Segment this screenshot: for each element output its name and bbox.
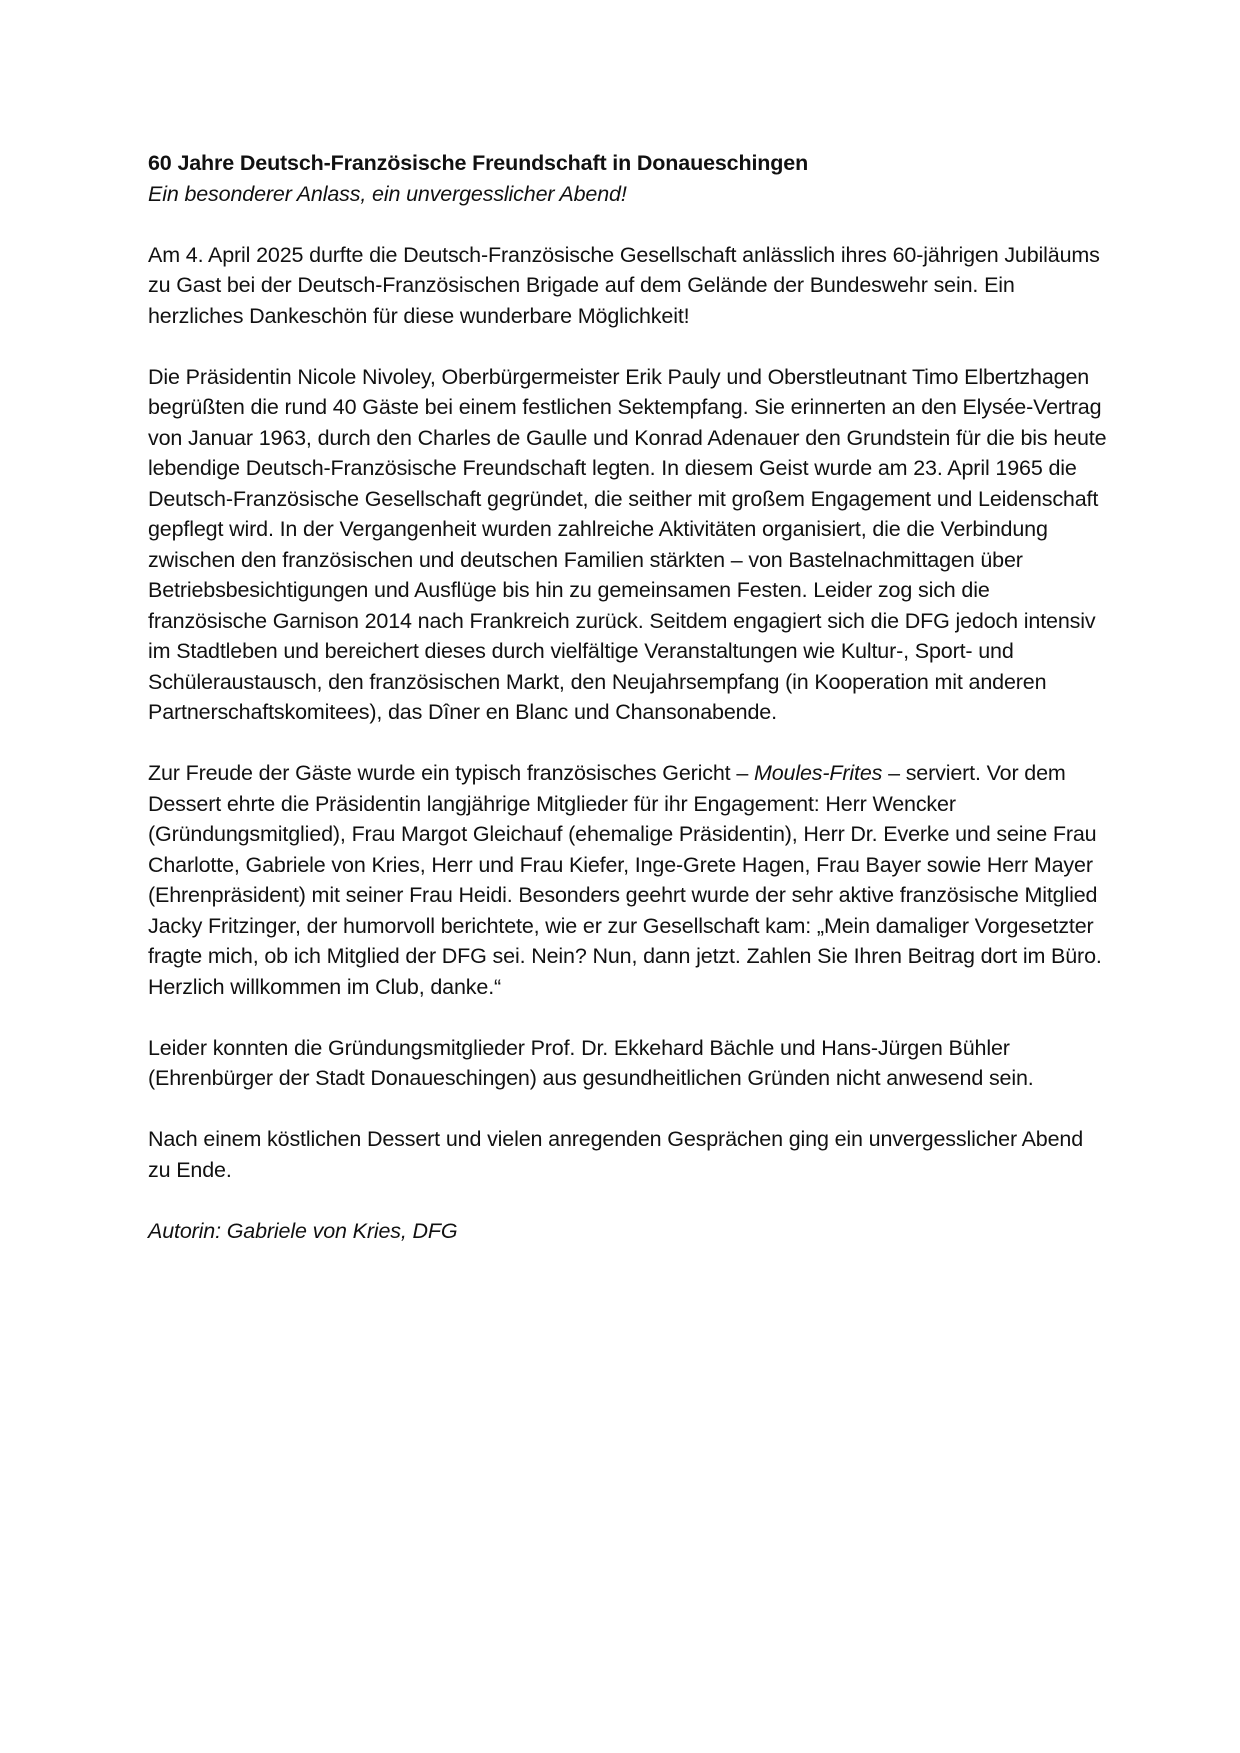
paragraph-honors (148, 758, 1108, 1002)
paragraph-event-intro: Am 4. April 2025 durfte die Deutsch-Französische Gesellschaft anlässlich ihres 60-jährigen Jubiläums zu Gast bei der Deutsch-Französischen Brigade auf dem Gelände der Bundeswehr sein. Ein herzliches Dankeschön für diese wunderbare Möglichkeit! (148, 242, 1100, 328)
dish-name: Moules-Frites (753, 761, 883, 785)
paragraph-honors-rest: – serviert. Vor dem Dessert ehrte die Präsidentin langjährige Mitglieder für ihr Engagement: Herr Wencker (Gründungsmitglied), Frau Margot Gleichauf (ehemalige Präsidentin), Herr Dr. Everke und seine Frau Charlotte, Gabriele von Kries, Herr und Frau Kiefer, Inge-Grete Hagen, Frau Bayer sowie Herr Mayer (Ehrenpräsident) mit seiner Frau Heidi. Besonders geehrt wurde der sehr aktive französische Mitglied Jacky Fritzinger, der humorvoll berichtete, wie er zur Gesellschaft kam: „Mein damaliger Vorgesetzter fragte mich, ob ich Mitglied der DFG sei. Nein? Nun, dann jetzt. Zahlen Sie Ihren Beitrag dort im Büro. Herzlich willkommen im Club, danke.“ (148, 761, 1102, 999)
author-line: Autorin: Gabriele von Kries, DFG (148, 1218, 458, 1243)
paragraph-closing: Nach einem köstlichen Dessert und vielen anregenden Gesprächen ging ein unvergesslicher Abend zu Ende. (148, 1127, 1084, 1182)
article-subtitle: Ein besonderer Anlass, ein unvergesslicher Abend! (148, 181, 627, 206)
article-title: 60 Jahre Deutsch-Französische Freundschaft in Donaueschingen (148, 151, 809, 175)
paragraph-honors-start: Zur Freude der Gäste wurde ein typisch französisches Gericht – (148, 761, 754, 785)
paragraph-absent-members: Leider konnten die Gründungsmitglieder Prof. Dr. Ekkehard Bächle und Hans-Jürgen Bühler (Ehrenbürger der Stadt Donaueschingen) aus gesundheitlichen Gründen nicht anwesend sein. (148, 1035, 1034, 1090)
article-body (148, 148, 1108, 1246)
paragraph-history: Die Präsidentin Nicole Nivoley, Oberbürgermeister Erik Pauly und Oberstleutnant Timo Elbertzhagen begrüßten die rund 40 Gäste bei einem festlichen Sektempfang. Sie erinnerten an den Elysée-Vertrag von Januar 1963, durch den Charles de Gaulle und Konrad Adenauer den Grundstein für die bis heute lebendige Deutsch-Französische Freundschaft legten. In diesem Geist wurde am 23. April 1965 die Deutsch-Französische Gesellschaft gegründet, die seither mit großem Engagement und Leidenschaft gepflegt wird. In der Vergangenheit wurden zahlreiche Aktivitäten organisiert, die die Verbindung zwischen den französischen und deutschen Familien stärkten – von Bastelnachmittagen über Betriebsbesichtigungen und Ausflüge bis hin zu gemeinsamen Festen. Leider zog sich die französische Garnison 2014 nach Frankreich zurück. Seitdem engagiert sich die DFG jedoch intensiv im Stadtleben und bereichert dieses durch vielfältige Veranstaltungen wie Kultur-, Sport- und Schüleraustausch, den französischen Markt, den Neujahrsempfang (in Kooperation mit anderen Partnerschaftskomitees), das Dîner en Blanc und Chansonabende. (148, 364, 1107, 724)
